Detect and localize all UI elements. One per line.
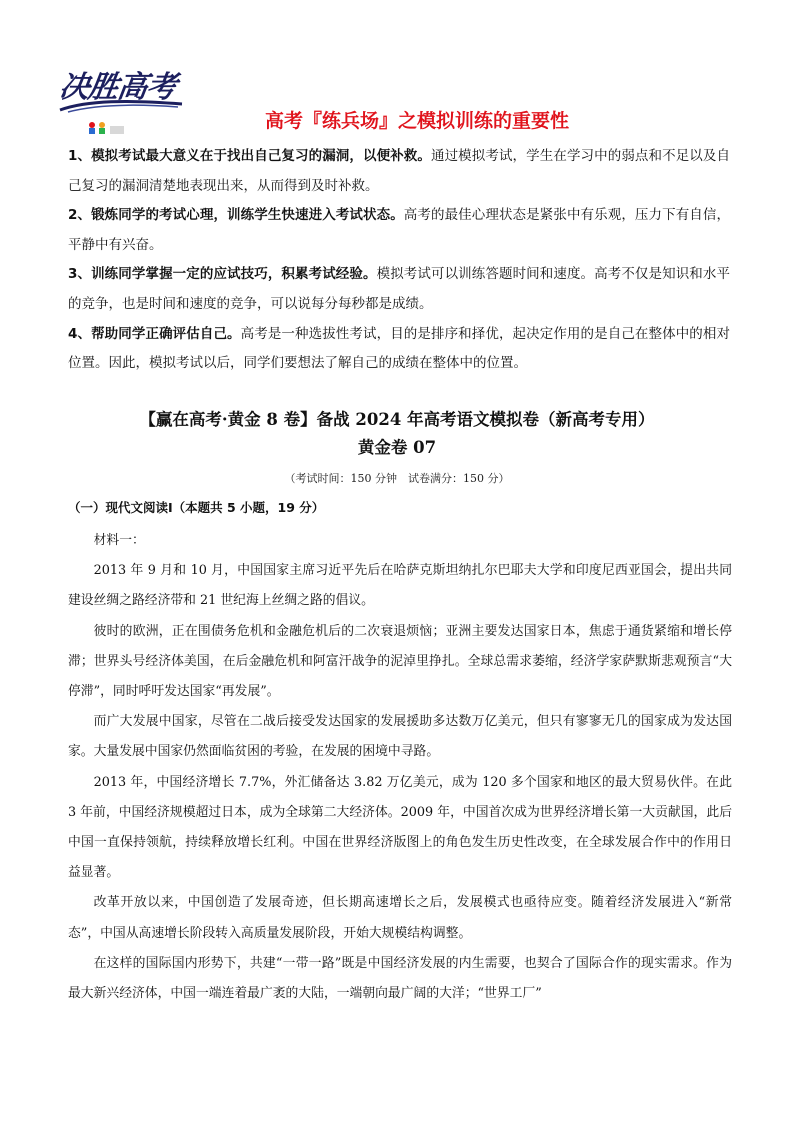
intro-item-bold: 2、锻炼同学的考试心理，训练学生快速进入考试状态。 [68, 207, 404, 224]
intro-item-text: 高考的最佳心理状态是紧张中有乐观，压力下有自信，平静中有兴奋。 [68, 207, 730, 253]
article-paragraph: 改革开放以来，中国创造了发展奇迹，但长期高速增长之后，发展模式也亟待应变。随着经济发展进入“新常态”，中国从高速增长阶段转入高质量发展阶段，开始大规模结构调整。 [68, 895, 732, 941]
intro-item [68, 201, 730, 260]
reading-material [68, 526, 732, 1009]
exam-title-block [0, 406, 794, 462]
intro-item-text: 高考是一种选拔性考试，目的是排序和择优，起决定作用的是自己在整体中的相对位置。因此，模拟考试以后，同学们要想法了解自己的成绩在整体中的位置。 [68, 325, 730, 372]
intro-item-text: 模拟考试可以训练答题时间和速度。高考不仅是知识和水平的竞争，也是时间和速度的竞争，可以说每分每秒都是成绩。 [68, 266, 731, 312]
intro-item-bold: 3、训练同学掌握一定的应试技巧，积累考试经验。 [68, 266, 377, 283]
section-heading: （一）现代文阅读Ⅰ（本题共 5 小题，19 分） [68, 500, 325, 515]
intro-item [68, 142, 730, 201]
banner-title: 高考『练兵场』之模拟训练的重要性 [264, 110, 569, 132]
exam-info: （考试时间：150 分钟 试卷满分：150 分） [284, 472, 510, 485]
article-paragraph: 而广大发展中国家，尽管在二战后接受发达国家的发展援助多达数万亿美元，但只有寥寥无几的国家成为发达国家。大量发展中国家仍然面临贫困的考验，在发展的困境中寻路。 [68, 714, 732, 760]
article-paragraph: 2013 年 9 月和 10 月，中国国家主席习近平先后在哈萨克斯坦纳扎尔巴耶夫大学和印度尼西亚国会，提出共同建设丝绸之路经济带和 21 世纪海上丝绸之路的倡议。 [68, 563, 732, 609]
intro-list [68, 142, 730, 379]
intro-item-bold: 1、模拟考试最大意义在于找出自己复习的漏洞，以便补救。 [68, 148, 431, 164]
intro-item-text: 通过模拟考试，学生在学习中的弱点和不足以及自己复习的漏洞清楚地表现出来，从而得到及时补救。 [68, 148, 730, 194]
article-paragraph: 在这样的国际国内形势下，共建“一带一路”既是中国经济发展的内生需要，也契合了国际合作的现实需求。作为最大新兴经济体，中国一端连着最广袤的大陆，一端朝向最广阔的大洋；“世界工厂” [68, 955, 732, 1002]
logo-text: 决胜高考 [57, 70, 178, 105]
intro-item-bold: 4、帮助同学正确评估自己。 [68, 325, 241, 342]
material-label: 材料一： [93, 533, 145, 548]
intro-item [68, 320, 730, 379]
article-paragraph: 2013 年，中国经济增长 7.7%，外汇储备达 3.82 万亿美元，成为 120 多个国家和地区的最大贸易伙伴。在此 3 年前，中国经济规模超过日本，成为全球第二大经济体。2009 年，中国首次成为世界经济增长第一大贡献国，此后中国一直保持领航，持续释放增长红利。中国在世界经济版图上的角色发生历史性改变，在全球发展合作中的作用日益显著。 [68, 774, 732, 881]
exam-subtitle: 黄金卷 07 [357, 438, 437, 457]
exam-title: 【赢在高考·黄金 8 卷】备战 2024 年高考语文模拟卷（新高考专用） [139, 410, 655, 429]
intro-item [68, 260, 730, 319]
article-paragraph: 彼时的欧洲，正在围债务危机和金融危机后的二次衰退烦恼；亚洲主要发达国家日本，焦虑于通货紧缩和增长停滞；世界头号经济体美国，在后金融危机和阿富汗战争的泥淖里挣扎。全球总需求萎缩，经济学家萨默斯悲观预言“大停滞”，同时呼吁发达国家“再发展”。 [68, 623, 732, 700]
